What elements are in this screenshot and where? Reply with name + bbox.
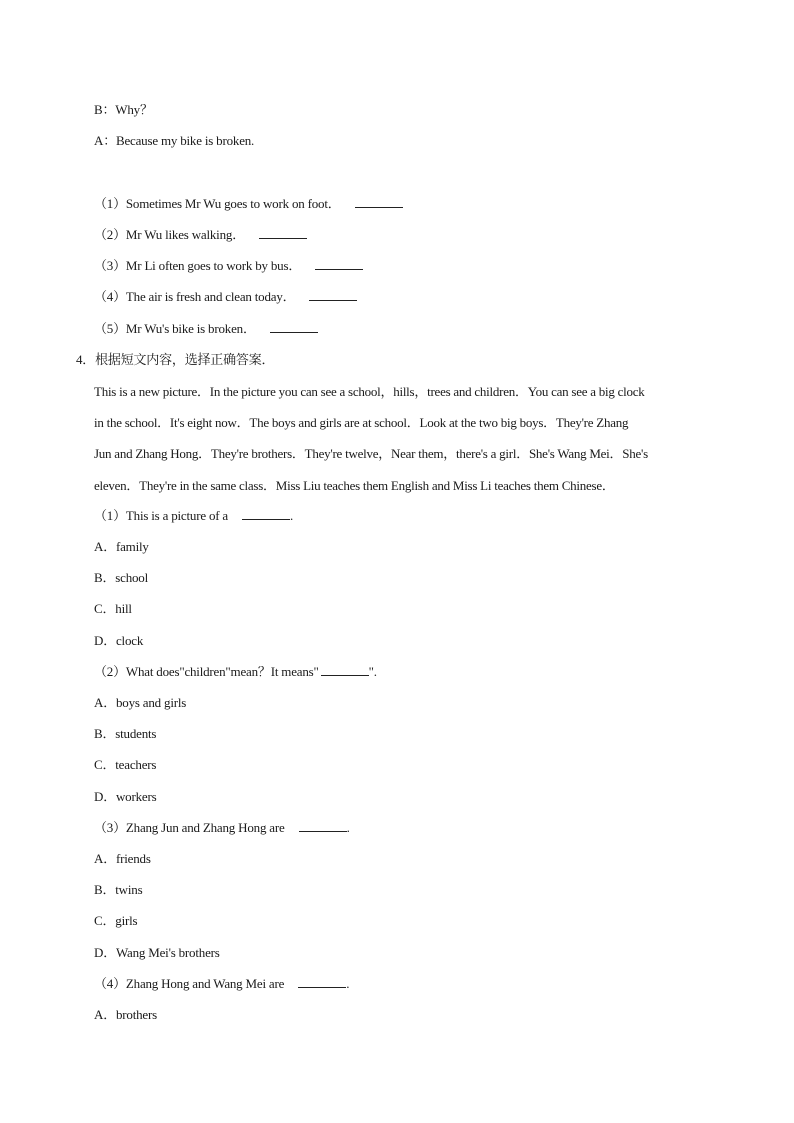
question-suffix: . (346, 976, 350, 991)
reading-passage (94, 376, 722, 501)
question-suffix: . (346, 820, 350, 835)
answer-blank[interactable] (315, 257, 363, 270)
answer-blank[interactable] (309, 288, 357, 301)
passage-line: eleven．They're in the same class．Miss Liu teaches them English and Miss Li teaches them Chinese． (94, 477, 615, 493)
question-3-option-a[interactable]: A．friends (94, 851, 151, 866)
dialogue-line-a: A：Because my bike is broken. (94, 133, 255, 148)
judge-item-2 (94, 226, 307, 244)
question-stem: （2）What does"children"mean？It means" (94, 664, 319, 679)
question-stem: （4）Zhang Hong and Wang Mei are (94, 976, 285, 991)
passage-line: Jun and Zhang Hong．They're brothers．They're twelve，Near them，there's a girl．She's Wang Mei．She's (94, 446, 648, 462)
judge-item-text: （3）Mr Li often goes to work by bus． (94, 258, 302, 273)
question-1-option-c[interactable]: C．hill (94, 601, 132, 616)
judge-item-1 (94, 195, 403, 213)
question-3-option-b[interactable]: B．twins (94, 882, 143, 897)
dialogue-line-b: B：Why？ (94, 102, 153, 117)
judge-item-text: （4）The air is fresh and clean today． (94, 289, 296, 304)
answer-blank[interactable] (259, 226, 307, 239)
question-1-option-a[interactable]: A．family (94, 539, 149, 554)
judge-item-text: （1）Sometimes Mr Wu goes to work on foot． (94, 196, 341, 211)
judge-item-text: （5）Mr Wu's bike is broken． (94, 321, 256, 336)
passage-line: in the school．It's eight now．The boys and girls are at school．Look at the two big boys．They're Zhang (94, 415, 629, 431)
question-stem: （1）This is a picture of a (94, 508, 228, 523)
answer-blank[interactable] (270, 320, 318, 333)
question-2-option-b[interactable]: B．students (94, 726, 157, 741)
question-suffix: ". (368, 664, 377, 679)
answer-blank[interactable] (355, 195, 403, 208)
question-3-option-d[interactable]: D．Wang Mei's brothers (94, 945, 220, 960)
passage-line: This is a new picture．In the picture you can see a school，hills，trees and children．You can see a big clock (94, 384, 645, 399)
question-3-stem (94, 819, 350, 837)
question-3-option-c[interactable]: C．girls (94, 913, 138, 928)
question-2-stem (94, 663, 377, 681)
question-2-option-c[interactable]: C．teachers (94, 757, 157, 772)
answer-blank[interactable] (321, 663, 369, 676)
answer-blank[interactable] (242, 507, 290, 520)
answer-blank[interactable] (298, 975, 346, 988)
answer-blank[interactable] (299, 819, 347, 832)
judge-item-5 (94, 320, 318, 338)
judge-item-4 (94, 288, 357, 306)
question-1-option-b[interactable]: B．school (94, 570, 149, 585)
question-1-option-d[interactable]: D．clock (94, 633, 144, 648)
judge-item-3 (94, 257, 363, 275)
question-2-option-a[interactable]: A．boys and girls (94, 695, 187, 710)
question-suffix: . (290, 508, 294, 523)
question-4-stem (94, 975, 349, 993)
section-4-heading: 4．根据短文内容，选择正确答案． (76, 352, 275, 367)
question-4-option-a[interactable]: A．brothers (94, 1007, 157, 1022)
question-1-stem (94, 507, 293, 525)
question-2-option-d[interactable]: D．workers (94, 789, 157, 804)
question-stem: （3）Zhang Jun and Zhang Hong are (94, 820, 285, 835)
judge-item-text: （2）Mr Wu likes walking． (94, 227, 245, 242)
